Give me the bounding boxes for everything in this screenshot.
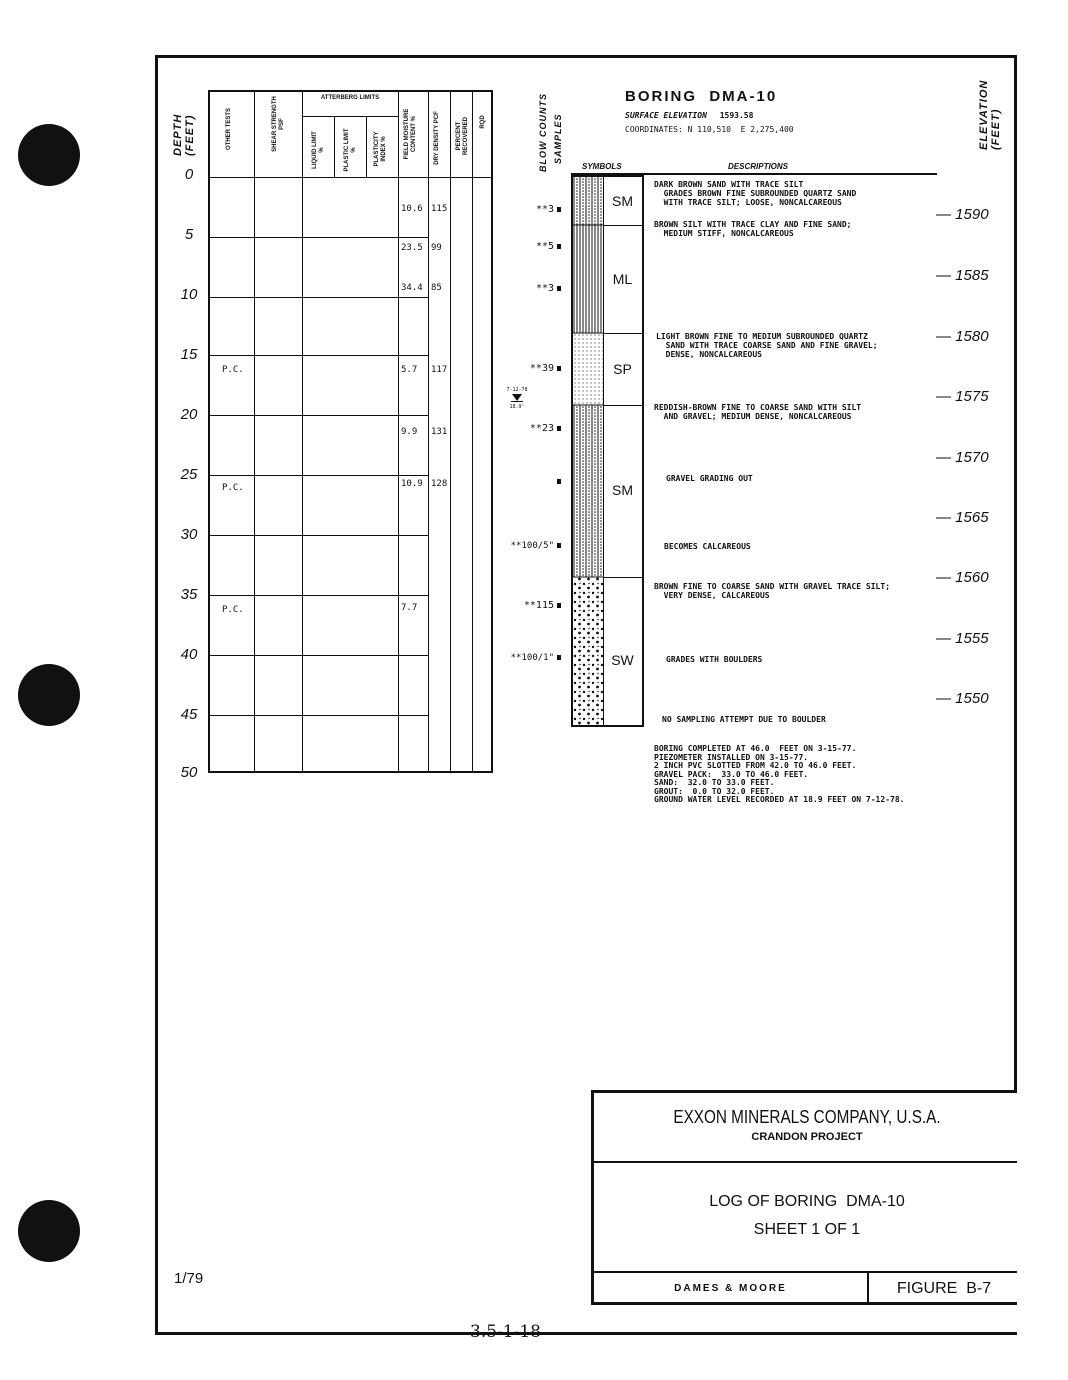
stratum-description: GRADES WITH BOULDERS [666, 655, 763, 664]
moisture-cell: 23.5 [401, 243, 423, 253]
stratum-description: DARK BROWN SAND WITH TRACE SILT GRADES BROWN FINE SUBROUNDED QUARTZ SAND WITH TRACE SILT; LOOSE, NONCALCAREOUS [654, 180, 857, 207]
samples-header: SAMPLES [553, 113, 563, 164]
elevation-tick: — 1570 [936, 449, 989, 466]
header-dry-density: DRY DENSITY PCF [434, 111, 440, 165]
density-cell: 99 [431, 243, 442, 253]
boring-title: BORING DMA-10 [625, 88, 778, 105]
other-tests-cell: P.C. [222, 365, 244, 375]
binder-hole-bottom [18, 1200, 80, 1262]
blow-count: **100/5" [505, 541, 561, 551]
stratum-description: BROWN SILT WITH TRACE CLAY AND FINE SAND; MEDIUM STIFF, NONCALCAREOUS [654, 220, 852, 238]
moisture-cell: 10.9 [401, 479, 423, 489]
stratum-description: BROWN FINE TO COARSE SAND WITH GRAVEL TRACE SILT; VERY DENSE, CALCAREOUS [654, 582, 891, 600]
other-tests-cell: P.C. [222, 605, 244, 615]
depth-axis-title: DEPTH (FEET) [172, 113, 196, 156]
uscs-symbol: SP [613, 361, 632, 377]
stratum-description: LIGHT BROWN FINE TO MEDIUM SUBROUNDED QUARTZ SAND WITH TRACE COARSE SAND AND FINE GRAVEL; DENSE, NONCALCAREOUS [656, 332, 878, 359]
blow-count: **115 [505, 600, 561, 611]
descriptions-header: DESCRIPTIONS [728, 162, 789, 171]
depth-tick: 30 [180, 526, 198, 543]
density-cell: 85 [431, 283, 442, 293]
title-block [591, 1090, 1017, 1305]
density-cell: 131 [431, 427, 448, 437]
density-cell: 117 [431, 365, 448, 375]
blow-count: **3 [505, 283, 561, 294]
depth-tick: 40 [180, 646, 198, 663]
company-name: EXXON MINERALS COMPANY, U.S.A. [673, 1107, 941, 1127]
moisture-cell: 5.7 [401, 365, 418, 375]
depth-tick: 25 [180, 466, 198, 483]
density-cell: 128 [431, 479, 448, 489]
uscs-symbol: ML [612, 271, 633, 287]
header-rqd: RQD [480, 115, 486, 129]
depth-tick: 5 [184, 226, 194, 243]
uscs-symbol: SM [612, 482, 633, 498]
elevation-tick: — 1555 [936, 630, 989, 647]
depth-tick: 0 [184, 166, 194, 183]
depth-tick: 45 [180, 706, 198, 723]
surface-elevation-value: 1593.58 [719, 111, 754, 120]
completion-notes: BORING COMPLETED AT 46.0 FEET ON 3-15-77. PIEZOMETER INSTALLED ON 3-15-77. 2 INCH PVC SLOTTED FROM 42.0 TO 46.0 FEET. GRAVEL PACK: 33.0 TO 46.0 FEET. SAND: 32.0 TO 33.0 FEET. GROUT: 0.0 TO 32.0 FEET. GROUND WATER LEVEL RECORDED AT 18.9 FEET ON 7-12-78. [654, 744, 905, 804]
blow-count: **3 [505, 204, 561, 215]
elevation-tick: — 1585 [936, 267, 989, 284]
other-tests-cell: P.C. [222, 483, 244, 493]
elevation-tick: — 1580 [936, 328, 989, 345]
water-level-triangle-icon [511, 393, 523, 402]
depth-tick: 35 [180, 586, 198, 603]
boring-header [625, 88, 794, 134]
page-frame-right-edge [1014, 55, 1017, 1090]
coordinates: COORDINATES: N 110,510 E 2,275,400 [625, 125, 794, 134]
header-percent-recovered: PERCENT RECOVERED [456, 117, 469, 156]
sheet-number: SHEET 1 OF 1 [753, 1221, 861, 1238]
project-name: CRANDON PROJECT [751, 1131, 863, 1143]
log-title: LOG OF BORING DMA-10 [709, 1193, 905, 1210]
header-moisture-content: FIELD MOISTURE CONTENT % [404, 108, 417, 160]
header-shear-strength: SHEAR STRENGTH PSF [272, 96, 285, 152]
depth-tick: 10 [180, 286, 198, 303]
water-level-marker: 7-12-78 18.9' [506, 387, 528, 410]
soil-strata-column [571, 175, 644, 727]
symbols-header: SYMBOLS [582, 162, 622, 171]
density-cell: 115 [431, 204, 448, 214]
surface-elevation-label: SURFACE ELEVATION [625, 111, 707, 120]
elevation-axis-title: ELEVATION (FEET) [978, 79, 1002, 150]
stratum-description: NO SAMPLING ATTEMPT DUE TO BOULDER [662, 715, 826, 724]
elevation-tick: — 1575 [936, 388, 989, 405]
elevation-tick: — 1565 [936, 509, 989, 526]
page-number: 3.5-1-18 [470, 1322, 541, 1342]
elevation-tick: — 1550 [936, 690, 989, 707]
depth-tick: 20 [180, 406, 198, 423]
elevation-tick: — 1590 [936, 206, 989, 223]
depth-tick: 15 [180, 346, 198, 363]
uscs-symbol: SW [611, 652, 634, 668]
stratum-description: REDDISH-BROWN FINE TO COARSE SAND WITH SILT AND GRAVEL; MEDIUM DENSE, NONCALCAREOUS [654, 403, 862, 421]
figure-number: FIGURE B-7 [896, 1280, 992, 1297]
blow-counts-header: BLOW COUNTS [538, 93, 548, 172]
blow-count [505, 476, 561, 487]
date-code: 1/79 [174, 1270, 204, 1287]
blow-count: **100/1" [505, 653, 561, 663]
stratum-description: GRAVEL GRADING OUT [666, 474, 753, 483]
blow-count: **23 [505, 423, 561, 434]
blow-count: **39 [505, 363, 561, 374]
moisture-cell: 34.4 [401, 283, 423, 293]
blow-count: **5 [505, 241, 561, 252]
uscs-symbol: SM [612, 193, 633, 209]
moisture-cell: 7.7 [401, 603, 418, 613]
firm-name: DAMES & MOORE [674, 1283, 787, 1294]
depth-tick: 50 [180, 764, 198, 781]
strata-patterns [573, 177, 603, 725]
header-atterberg-limits: ATTERBERG LIMITS [320, 95, 380, 101]
stratum-description: BECOMES CALCAREOUS [664, 542, 751, 551]
moisture-cell: 10.6 [401, 204, 423, 214]
header-plasticity-index: PLASTICITY INDEX % [374, 131, 387, 167]
header-liquid-limit: LIQUID LIMIT % [312, 131, 325, 169]
binder-hole-middle [18, 664, 80, 726]
laboratory-data-table [208, 90, 493, 773]
header-other-tests: OTHER TESTS [226, 108, 232, 151]
elevation-tick: — 1560 [936, 569, 989, 586]
binder-hole-top [18, 124, 80, 186]
header-plastic-limit: PLASTIC LIMIT % [344, 128, 357, 172]
moisture-cell: 9.9 [401, 427, 418, 437]
